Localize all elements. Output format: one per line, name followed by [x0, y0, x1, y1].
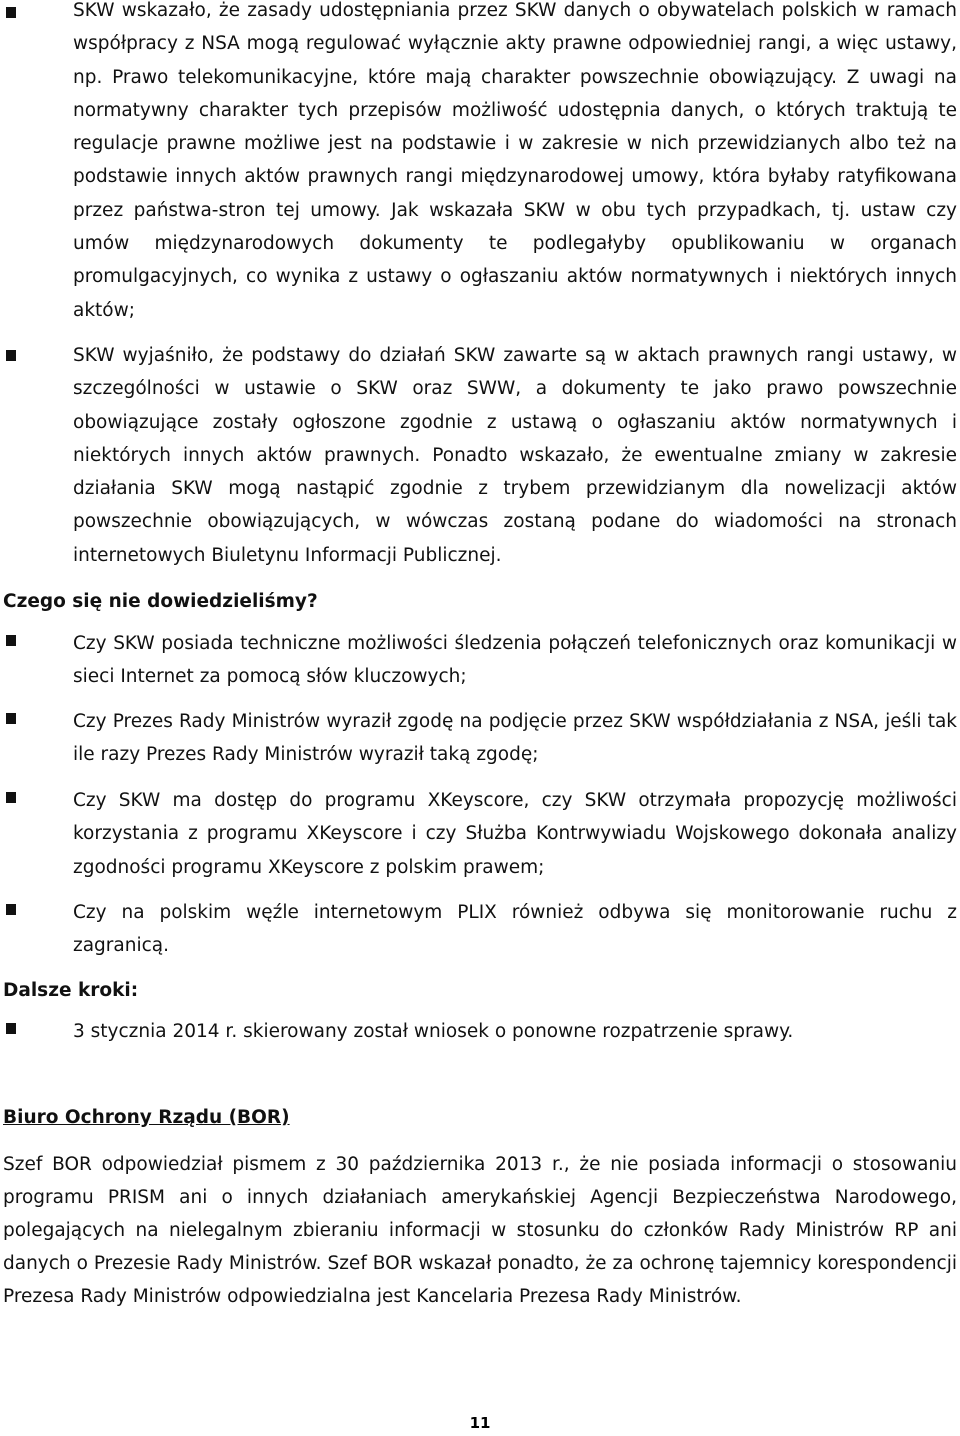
bullet-icon	[6, 7, 16, 18]
list-item-text: SKW wskazało, że zasady udostępniania przez SKW danych o obywatelach polskich w ramach współpracy z NSA mogą regulować wyłącznie akty prawne odpowiedniej rangi, a więc ustawy, np. Prawo telekomunikacyjne, które mają charakter powszechnie obowiązujący. Z uwagi na normatywny charakter tych przepisów możliwość udostępnia danych, o których traktują te regulacje prawne możliwe jest na podstawie i w zakresie w nich przewidzianych albo też na podstawie innych aktów prawnych rangi międzynarodowej umowy, która byłaby ratyfikowana przez państwa-stron tej umowy. Jak wskazała SKW w obu tych przypadkach, tj. ustaw czy umów międzynarodowych dokumenty te podlegałyby opublikowaniu w organach promulgacyjnych, co wynika z ustawy o ogłaszaniu aktów normatywnych i niektórych innych aktów;	[73, 0, 957, 321]
section-heading: Biuro Ochrony Rządu (BOR)	[3, 1107, 290, 1128]
list-item-text: Czy na polskim węźle internetowym PLIX również odbywa się monitorowanie ruchu z zagranicą.	[73, 902, 957, 957]
bullet-icon	[6, 713, 16, 724]
list-item-text: 3 stycznia 2014 r. skierowany został wniosek o ponowne rozpatrzenie sprawy.	[73, 1021, 794, 1042]
list-item-text: Czy SKW posiada techniczne możliwości śledzenia połączeń telefonicznych oraz komunikacji w sieci Internet za pomocą słów kluczowych;	[73, 633, 957, 688]
section-heading: Czego się nie dowiedzieliśmy?	[3, 591, 318, 612]
bullet-icon	[6, 635, 16, 646]
bullet-icon	[6, 1023, 16, 1034]
section-heading: Dalsze kroki:	[3, 980, 139, 1001]
list-item-text: Czy Prezes Rady Ministrów wyraził zgodę na podjęcie przez SKW współdziałania z NSA, jeśli tak ile razy Prezes Rady Ministrów wyraził taką zgodę;	[73, 711, 957, 766]
list-item-text: SKW wyjaśniło, że podstawy do działań SKW zawarte są w aktach prawnych rangi ustawy, w szczególności w ustawie o SKW oraz SWW, a dokumenty te jako prawo powszechnie obowiązujące zostały ogłoszone zgodnie z ustawą o ogłaszaniu aktów normatywnych i niektórych innych aktów prawnych. Ponadto wskazało, że ewentualne zmiany w zakresie działania SKW mogą nastąpić zgodnie z trybem przewidzianym dla nowelizacji aktów powszechnie obowiązujących, w wówczas zostaną podane do wiadomości na stronach internetowych Biuletynu Informacji Publicznej.	[73, 345, 957, 566]
bullet-icon	[6, 350, 16, 361]
bullet-icon	[6, 904, 16, 915]
list-item-text: Czy SKW ma dostęp do programu XKeyscore, czy SKW otrzymała propozycję możliwości korzystania z programu XKeyscore i czy Służba Kontrwywiadu Wojskowego dokonała analizy zgodności programu XKeyscore z polskim prawem;	[73, 790, 957, 878]
paragraph: Szef BOR odpowiedział pismem z 30 października 2013 r., że nie posiada informacji o stosowaniu programu PRISM ani o innych działaniach amerykańskiej Agencji Bezpieczeństwa Narodowego, polegających na nielegalnym zbieraniu informacji w stosunku do członków Rady Ministrów RP ani danych o Prezesie Rady Ministrów. Szef BOR wskazał ponadto, że za ochronę tajemnicy korespondencji Prezesa Rady Ministrów odpowiedzialna jest Kancelaria Prezesa Rady Ministrów.	[3, 1154, 957, 1307]
page-number: 11	[469, 1414, 491, 1432]
bullet-icon	[6, 792, 16, 803]
